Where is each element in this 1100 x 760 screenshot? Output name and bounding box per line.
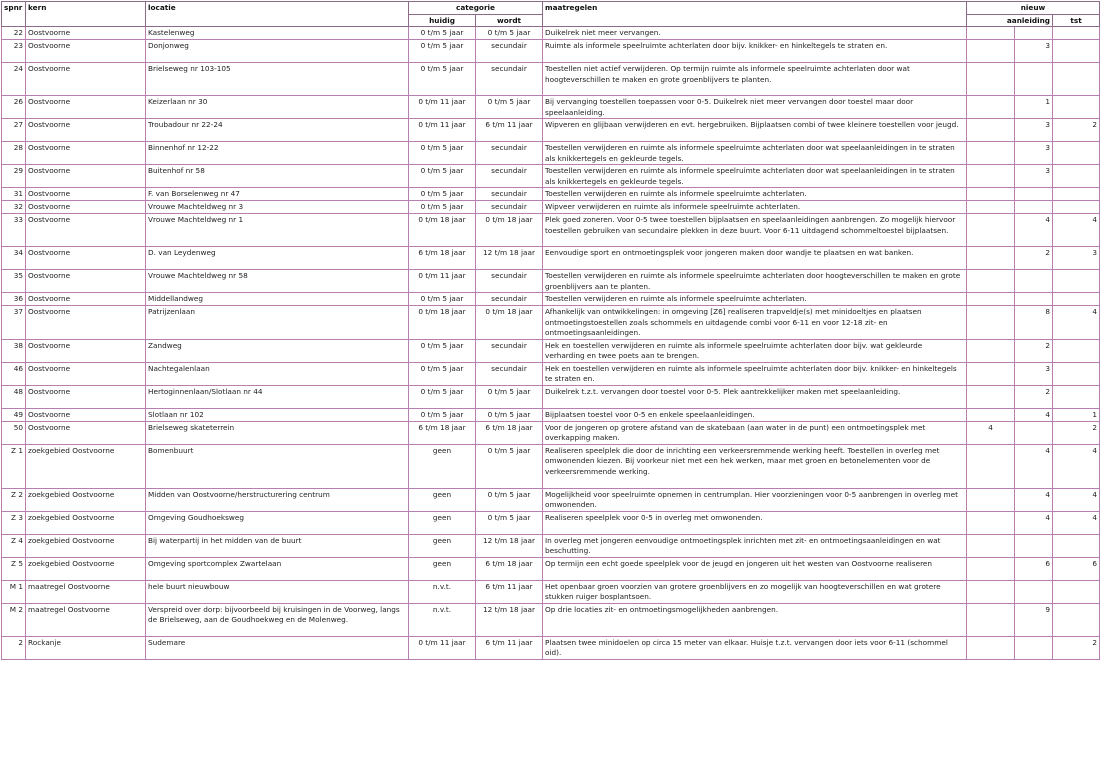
cell-tst — [1053, 580, 1100, 603]
header-spnr: spnr — [2, 2, 26, 27]
cell-kern: maatregel Oostvoorne — [26, 603, 146, 636]
cell-huidig: 0 t/m 5 jaar — [409, 293, 476, 306]
cell-wordt: 0 t/m 5 jaar — [476, 408, 543, 421]
table-body — [2, 27, 1100, 660]
cell-huidig: n.v.t. — [409, 603, 476, 636]
table-row — [2, 444, 1100, 488]
cell-aanleiding: 2 — [1015, 339, 1053, 362]
cell-wordt: secundair — [476, 188, 543, 201]
cell-maatregelen: Voor de jongeren op grotere afstand van de skatebaan (aan water in de punt) een ontmoetingsplek met overkapping maken. — [543, 421, 967, 444]
cell-kern: zoekgebied Oostvoorne — [26, 488, 146, 511]
measures-table — [1, 1, 1100, 660]
cell-extra — [967, 96, 1015, 119]
cell-kern: Oostvoorne — [26, 362, 146, 385]
cell-locatie: Omgeving Goudhoeksweg — [146, 511, 409, 534]
cell-spnr: 22 — [2, 27, 26, 40]
cell-extra — [967, 362, 1015, 385]
cell-aanleiding: 4 — [1015, 444, 1053, 488]
cell-spnr: Z 5 — [2, 557, 26, 580]
cell-spnr: 34 — [2, 247, 26, 270]
cell-aanleiding — [1015, 421, 1053, 444]
cell-spnr: 23 — [2, 40, 26, 63]
cell-wordt: secundair — [476, 339, 543, 362]
cell-extra — [967, 27, 1015, 40]
cell-extra — [967, 165, 1015, 188]
cell-extra — [967, 214, 1015, 247]
cell-extra — [967, 306, 1015, 340]
cell-tst — [1053, 385, 1100, 408]
cell-spnr: M 2 — [2, 603, 26, 636]
cell-huidig: 0 t/m 5 jaar — [409, 40, 476, 63]
table-row — [2, 96, 1100, 119]
cell-huidig: 6 t/m 18 jaar — [409, 421, 476, 444]
cell-spnr: Z 3 — [2, 511, 26, 534]
cell-maatregelen: Wipveer verwijderen en ruimte als informele speelruimte achterlaten. — [543, 201, 967, 214]
cell-wordt: 0 t/m 5 jaar — [476, 511, 543, 534]
cell-tst — [1053, 96, 1100, 119]
cell-huidig: 0 t/m 5 jaar — [409, 165, 476, 188]
cell-locatie: D. van Leydenweg — [146, 247, 409, 270]
cell-locatie: Slotlaan nr 102 — [146, 408, 409, 421]
table-row — [2, 119, 1100, 142]
cell-tst: 4 — [1053, 488, 1100, 511]
cell-extra — [967, 557, 1015, 580]
cell-extra — [967, 270, 1015, 293]
cell-maatregelen: Afhankelijk van ontwikkelingen: in omgeving [Z6] realiseren trapveldje(s) met minidoeltjes en plaatsen ontmoetingstoestellen zoals schommels en uitdagende combi voor 6-11 en voor 12-18 zit- en ontmoetingsaanleidingen. — [543, 306, 967, 340]
cell-aanleiding: 3 — [1015, 119, 1053, 142]
cell-maatregelen: Bijplaatsen toestel voor 0-5 en enkele speelaanleidingen. — [543, 408, 967, 421]
cell-huidig: 0 t/m 5 jaar — [409, 27, 476, 40]
cell-locatie: Brielseweg nr 103-105 — [146, 63, 409, 96]
cell-locatie: Verspreid over dorp: bijvoorbeeld bij kruisingen in de Voorweg, langs de Brielseweg, aan de Goudhoekweg en de Molenweg. — [146, 603, 409, 636]
cell-locatie: Vrouwe Machteldweg nr 3 — [146, 201, 409, 214]
cell-aanleiding: 4 — [1015, 214, 1053, 247]
cell-extra — [967, 636, 1015, 659]
cell-maatregelen: Duikelrek niet meer vervangen. — [543, 27, 967, 40]
cell-kern: Oostvoorne — [26, 165, 146, 188]
cell-maatregelen: Ruimte als informele speelruimte achterlaten door bijv. knikker- en hinkeltegels te straten en. — [543, 40, 967, 63]
cell-spnr: 49 — [2, 408, 26, 421]
cell-tst — [1053, 293, 1100, 306]
cell-extra — [967, 488, 1015, 511]
cell-maatregelen: Toestellen niet actief verwijderen. Op termijn ruimte als informele speelruimte achterlaten door wat hoogteverschillen te maken en grote groenblijvers te planten. — [543, 63, 967, 96]
cell-tst — [1053, 362, 1100, 385]
cell-spnr: 28 — [2, 142, 26, 165]
cell-spnr: 50 — [2, 421, 26, 444]
cell-locatie: Buitenhof nr 58 — [146, 165, 409, 188]
cell-aanleiding: 4 — [1015, 488, 1053, 511]
cell-kern: Oostvoorne — [26, 27, 146, 40]
cell-spnr: 38 — [2, 339, 26, 362]
cell-huidig: geen — [409, 534, 476, 557]
cell-locatie: Kastelenweg — [146, 27, 409, 40]
header-categorie: categorie — [409, 2, 543, 15]
table-row — [2, 165, 1100, 188]
cell-maatregelen: Het openbaar groen voorzien van grotere groenblijvers en zo mogelijk van hoogteverschillen en wat grotere stukken ruiger bosplantsoen. — [543, 580, 967, 603]
cell-maatregelen: Op drie locaties zit- en ontmoetingsmogelijkheden aanbrengen. — [543, 603, 967, 636]
cell-tst — [1053, 165, 1100, 188]
table-row — [2, 247, 1100, 270]
cell-aanleiding: 6 — [1015, 557, 1053, 580]
cell-huidig: 0 t/m 11 jaar — [409, 636, 476, 659]
cell-huidig: 6 t/m 18 jaar — [409, 247, 476, 270]
cell-kern: Oostvoorne — [26, 96, 146, 119]
cell-tst: 6 — [1053, 557, 1100, 580]
cell-maatregelen: Op termijn een echt goede speelplek voor de jeugd en jongeren uit het westen van Oostvoorne realiseren — [543, 557, 967, 580]
cell-spnr: 26 — [2, 96, 26, 119]
cell-wordt: 6 t/m 18 jaar — [476, 557, 543, 580]
cell-extra — [967, 40, 1015, 63]
cell-locatie: Omgeving sportcomplex Zwartelaan — [146, 557, 409, 580]
cell-aanleiding: 1 — [1015, 96, 1053, 119]
cell-spnr: 31 — [2, 188, 26, 201]
cell-extra — [967, 385, 1015, 408]
cell-huidig: 0 t/m 11 jaar — [409, 270, 476, 293]
cell-huidig: 0 t/m 5 jaar — [409, 362, 476, 385]
table-row — [2, 385, 1100, 408]
cell-aanleiding — [1015, 534, 1053, 557]
cell-wordt: 0 t/m 5 jaar — [476, 385, 543, 408]
cell-locatie: Binnenhof nr 12-22 — [146, 142, 409, 165]
cell-maatregelen: Plek goed zoneren. Voor 0-5 twee toestellen bijplaatsen en speelaanleidingen aanbrengen. Zo mogelijk hiervoor toestellen gebruiken van secundaire plekken in deze buurt. Voor 6-11 uitdagend schommeltoestel bijplaatsen. — [543, 214, 967, 247]
cell-aanleiding — [1015, 580, 1053, 603]
cell-huidig: 0 t/m 5 jaar — [409, 408, 476, 421]
cell-spnr: 46 — [2, 362, 26, 385]
cell-kern: Rockanje — [26, 636, 146, 659]
cell-wordt: 12 t/m 18 jaar — [476, 603, 543, 636]
cell-wordt: 0 t/m 5 jaar — [476, 488, 543, 511]
cell-tst: 2 — [1053, 636, 1100, 659]
cell-extra — [967, 142, 1015, 165]
cell-wordt: 12 t/m 18 jaar — [476, 534, 543, 557]
cell-wordt: 0 t/m 18 jaar — [476, 306, 543, 340]
cell-wordt: secundair — [476, 40, 543, 63]
cell-aanleiding — [1015, 188, 1053, 201]
cell-wordt: secundair — [476, 293, 543, 306]
cell-extra — [967, 201, 1015, 214]
cell-wordt: 0 t/m 5 jaar — [476, 96, 543, 119]
table-row — [2, 214, 1100, 247]
cell-maatregelen: Realiseren speelplek voor 0-5 in overleg met omwonenden. — [543, 511, 967, 534]
cell-aanleiding — [1015, 27, 1053, 40]
cell-spnr: 33 — [2, 214, 26, 247]
cell-maatregelen: Mogelijkheid voor speelruimte opnemen in centrumplan. Hier voorzieningen voor 0-5 aanbrengen in overleg met omwonenden. — [543, 488, 967, 511]
cell-kern: zoekgebied Oostvoorne — [26, 534, 146, 557]
cell-huidig: 0 t/m 5 jaar — [409, 201, 476, 214]
cell-maatregelen: Toestellen verwijderen en ruimte als informele speelruimte achterlaten door wat speelaanleidingen in te straten als knikkertegels en gekleurde tegels. — [543, 165, 967, 188]
cell-wordt: secundair — [476, 165, 543, 188]
cell-kern: Oostvoorne — [26, 421, 146, 444]
cell-maatregelen: Hek en toestellen verwijderen en ruimte als informele speelruimte achterlaten door bijv. wat gekleurde verharding en twee poets aan te brengen. — [543, 339, 967, 362]
table-row — [2, 421, 1100, 444]
cell-kern: maatregel Oostvoorne — [26, 580, 146, 603]
cell-locatie: Bij waterpartij in het midden van de buurt — [146, 534, 409, 557]
cell-maatregelen: Toestellen verwijderen en ruimte als informele speelruimte achterlaten. — [543, 293, 967, 306]
cell-maatregelen: Toestellen verwijderen en ruimte als informele speelruimte achterlaten door hoogteverschillen te maken en grote groenblijvers aan te planten. — [543, 270, 967, 293]
cell-huidig: 0 t/m 5 jaar — [409, 385, 476, 408]
cell-wordt: 12 t/m 18 jaar — [476, 247, 543, 270]
cell-locatie: Vrouwe Machteldweg nr 58 — [146, 270, 409, 293]
cell-kern: Oostvoorne — [26, 119, 146, 142]
cell-maatregelen: In overleg met jongeren eenvoudige ontmoetingsplek inrichten met zit- en ontmoetingsaanleidingen en wat beschutting. — [543, 534, 967, 557]
cell-kern: zoekgebied Oostvoorne — [26, 511, 146, 534]
cell-aanleiding: 2 — [1015, 385, 1053, 408]
cell-extra — [967, 293, 1015, 306]
cell-kern: Oostvoorne — [26, 293, 146, 306]
cell-tst: 4 — [1053, 511, 1100, 534]
header-aanleiding: aanleiding — [967, 14, 1053, 27]
cell-maatregelen: Plaatsen twee minidoelen op circa 15 meter van elkaar. Huisje t.z.t. vervangen door iets voor 6-11 (schommel oid). — [543, 636, 967, 659]
cell-kern: Oostvoorne — [26, 40, 146, 63]
cell-locatie: F. van Borselenweg nr 47 — [146, 188, 409, 201]
cell-wordt: 0 t/m 5 jaar — [476, 444, 543, 488]
cell-kern: Oostvoorne — [26, 63, 146, 96]
table-row — [2, 142, 1100, 165]
cell-extra — [967, 339, 1015, 362]
cell-tst: 3 — [1053, 247, 1100, 270]
table-row — [2, 306, 1100, 340]
cell-huidig: 0 t/m 18 jaar — [409, 214, 476, 247]
cell-tst — [1053, 63, 1100, 96]
cell-huidig: n.v.t. — [409, 580, 476, 603]
cell-extra — [967, 444, 1015, 488]
cell-huidig: 0 t/m 18 jaar — [409, 306, 476, 340]
table-row — [2, 293, 1100, 306]
cell-wordt: 0 t/m 18 jaar — [476, 214, 543, 247]
cell-locatie: Bomenbuurt — [146, 444, 409, 488]
cell-tst — [1053, 188, 1100, 201]
cell-wordt: secundair — [476, 362, 543, 385]
table-row — [2, 63, 1100, 96]
cell-extra — [967, 119, 1015, 142]
cell-huidig: geen — [409, 488, 476, 511]
table-row — [2, 40, 1100, 63]
table-row — [2, 408, 1100, 421]
cell-wordt: secundair — [476, 63, 543, 96]
cell-huidig: 0 t/m 11 jaar — [409, 96, 476, 119]
cell-locatie: Nachtegalenlaan — [146, 362, 409, 385]
cell-locatie: Midden van Oostvoorne/herstructurering centrum — [146, 488, 409, 511]
header-kern: kern — [26, 2, 146, 27]
cell-tst — [1053, 201, 1100, 214]
cell-aanleiding: 8 — [1015, 306, 1053, 340]
cell-tst: 4 — [1053, 214, 1100, 247]
cell-aanleiding: 3 — [1015, 165, 1053, 188]
cell-kern: Oostvoorne — [26, 142, 146, 165]
table-row — [2, 488, 1100, 511]
cell-kern: Oostvoorne — [26, 270, 146, 293]
cell-spnr: 37 — [2, 306, 26, 340]
table-row — [2, 534, 1100, 557]
cell-spnr: 24 — [2, 63, 26, 96]
cell-extra: 4 — [967, 421, 1015, 444]
cell-wordt: secundair — [476, 201, 543, 214]
cell-kern: Oostvoorne — [26, 306, 146, 340]
cell-locatie: hele buurt nieuwbouw — [146, 580, 409, 603]
cell-aanleiding: 4 — [1015, 511, 1053, 534]
cell-spnr: 35 — [2, 270, 26, 293]
header-maatregelen: maatregelen — [543, 2, 967, 27]
cell-wordt: 6 t/m 11 jaar — [476, 119, 543, 142]
table-row — [2, 270, 1100, 293]
cell-maatregelen: Toestellen verwijderen en ruimte als informele speelruimte achterlaten door wat speelaanleidingen in te straten als knikkertegels en gekleurde tegels. — [543, 142, 967, 165]
cell-spnr: 2 — [2, 636, 26, 659]
cell-huidig: 0 t/m 5 jaar — [409, 188, 476, 201]
cell-kern: Oostvoorne — [26, 201, 146, 214]
cell-wordt: 6 t/m 11 jaar — [476, 636, 543, 659]
cell-tst: 1 — [1053, 408, 1100, 421]
table-row — [2, 201, 1100, 214]
cell-locatie: Sudemare — [146, 636, 409, 659]
table-row — [2, 603, 1100, 636]
cell-spnr: M 1 — [2, 580, 26, 603]
cell-kern: Oostvoorne — [26, 247, 146, 270]
cell-tst: 2 — [1053, 119, 1100, 142]
cell-locatie: Keizerlaan nr 30 — [146, 96, 409, 119]
cell-aanleiding: 9 — [1015, 603, 1053, 636]
cell-tst — [1053, 142, 1100, 165]
cell-wordt: 6 t/m 18 jaar — [476, 421, 543, 444]
cell-aanleiding — [1015, 270, 1053, 293]
cell-tst — [1053, 270, 1100, 293]
cell-locatie: Troubadour nr 22-24 — [146, 119, 409, 142]
cell-tst — [1053, 40, 1100, 63]
cell-extra — [967, 188, 1015, 201]
cell-huidig: 0 t/m 5 jaar — [409, 142, 476, 165]
cell-tst — [1053, 603, 1100, 636]
cell-locatie: Brielseweg skateterrein — [146, 421, 409, 444]
cell-tst — [1053, 27, 1100, 40]
cell-tst: 4 — [1053, 306, 1100, 340]
cell-kern: Oostvoorne — [26, 339, 146, 362]
table-row — [2, 362, 1100, 385]
cell-spnr: 48 — [2, 385, 26, 408]
cell-kern: Oostvoorne — [26, 385, 146, 408]
cell-aanleiding: 4 — [1015, 408, 1053, 421]
cell-tst — [1053, 534, 1100, 557]
cell-huidig: geen — [409, 444, 476, 488]
cell-extra — [967, 247, 1015, 270]
cell-spnr: 36 — [2, 293, 26, 306]
cell-aanleiding: 3 — [1015, 142, 1053, 165]
table-row — [2, 580, 1100, 603]
header-nieuw: nieuw — [967, 2, 1100, 15]
cell-tst: 2 — [1053, 421, 1100, 444]
cell-huidig: geen — [409, 557, 476, 580]
cell-aanleiding — [1015, 201, 1053, 214]
cell-kern: Oostvoorne — [26, 214, 146, 247]
cell-locatie: Donjonweg — [146, 40, 409, 63]
cell-wordt: 6 t/m 11 jaar — [476, 580, 543, 603]
cell-maatregelen: Duikelrek t.z.t. vervangen door toestel voor 0-5. Plek aantrekkelijker maken met speelaanleiding. — [543, 385, 967, 408]
cell-aanleiding — [1015, 293, 1053, 306]
cell-tst — [1053, 339, 1100, 362]
cell-extra — [967, 580, 1015, 603]
cell-aanleiding — [1015, 63, 1053, 96]
cell-huidig: 0 t/m 5 jaar — [409, 63, 476, 96]
cell-tst: 4 — [1053, 444, 1100, 488]
table-row — [2, 339, 1100, 362]
cell-extra — [967, 63, 1015, 96]
cell-locatie: Zandweg — [146, 339, 409, 362]
cell-extra — [967, 534, 1015, 557]
cell-kern: Oostvoorne — [26, 408, 146, 421]
cell-aanleiding: 2 — [1015, 247, 1053, 270]
cell-maatregelen: Wipveren en glijbaan verwijderen en evt. hergebruiken. Bijplaatsen combi of twee kleinere toestellen voor jeugd. — [543, 119, 967, 142]
cell-spnr: Z 1 — [2, 444, 26, 488]
header-tst: tst — [1053, 14, 1100, 27]
cell-extra — [967, 511, 1015, 534]
cell-aanleiding: 3 — [1015, 40, 1053, 63]
cell-spnr: 29 — [2, 165, 26, 188]
cell-spnr: Z 2 — [2, 488, 26, 511]
cell-locatie: Vrouwe Machteldweg nr 1 — [146, 214, 409, 247]
header-locatie: locatie — [146, 2, 409, 27]
cell-extra — [967, 408, 1015, 421]
cell-aanleiding: 3 — [1015, 362, 1053, 385]
cell-wordt: 0 t/m 5 jaar — [476, 27, 543, 40]
cell-extra — [967, 603, 1015, 636]
cell-maatregelen: Bij vervanging toestellen toepassen voor 0-5. Duikelrek niet meer vervangen door toestel maar door speelaanleiding. — [543, 96, 967, 119]
cell-maatregelen: Toestellen verwijderen en ruimte als informele speelruimte achterlaten. — [543, 188, 967, 201]
cell-wordt: secundair — [476, 142, 543, 165]
header-huidig: huidig — [409, 14, 476, 27]
cell-huidig: 0 t/m 11 jaar — [409, 119, 476, 142]
cell-spnr: 27 — [2, 119, 26, 142]
cell-locatie: Patrijzenlaan — [146, 306, 409, 340]
cell-maatregelen: Hek en toestellen verwijderen en ruimte als informele speelruimte achterlaten door bijv. knikker- en hinkeltegels te straten en. — [543, 362, 967, 385]
cell-maatregelen: Eenvoudige sport en ontmoetingsplek voor jongeren maken door wandje te plaatsen en wat banken. — [543, 247, 967, 270]
cell-spnr: 32 — [2, 201, 26, 214]
cell-spnr: Z 4 — [2, 534, 26, 557]
cell-wordt: secundair — [476, 270, 543, 293]
cell-huidig: 0 t/m 5 jaar — [409, 339, 476, 362]
cell-locatie: Hertoginnenlaan/Slotlaan nr 44 — [146, 385, 409, 408]
cell-huidig: geen — [409, 511, 476, 534]
table-row — [2, 27, 1100, 40]
cell-maatregelen: Realiseren speelplek die door de inrichting een verkeersremmende werking heeft. Toestellen in overleg met omwonenden kiezen. Bij voorkeur niet met een hek werken, maar met groen en betonelementen voor de verkeersremmende werking. — [543, 444, 967, 488]
table-row — [2, 188, 1100, 201]
cell-aanleiding — [1015, 636, 1053, 659]
table-row — [2, 557, 1100, 580]
cell-kern: zoekgebied Oostvoorne — [26, 557, 146, 580]
table-row — [2, 636, 1100, 659]
cell-kern: Oostvoorne — [26, 188, 146, 201]
cell-kern: zoekgebied Oostvoorne — [26, 444, 146, 488]
cell-locatie: Middellandweg — [146, 293, 409, 306]
header-wordt: wordt — [476, 14, 543, 27]
table-row — [2, 511, 1100, 534]
